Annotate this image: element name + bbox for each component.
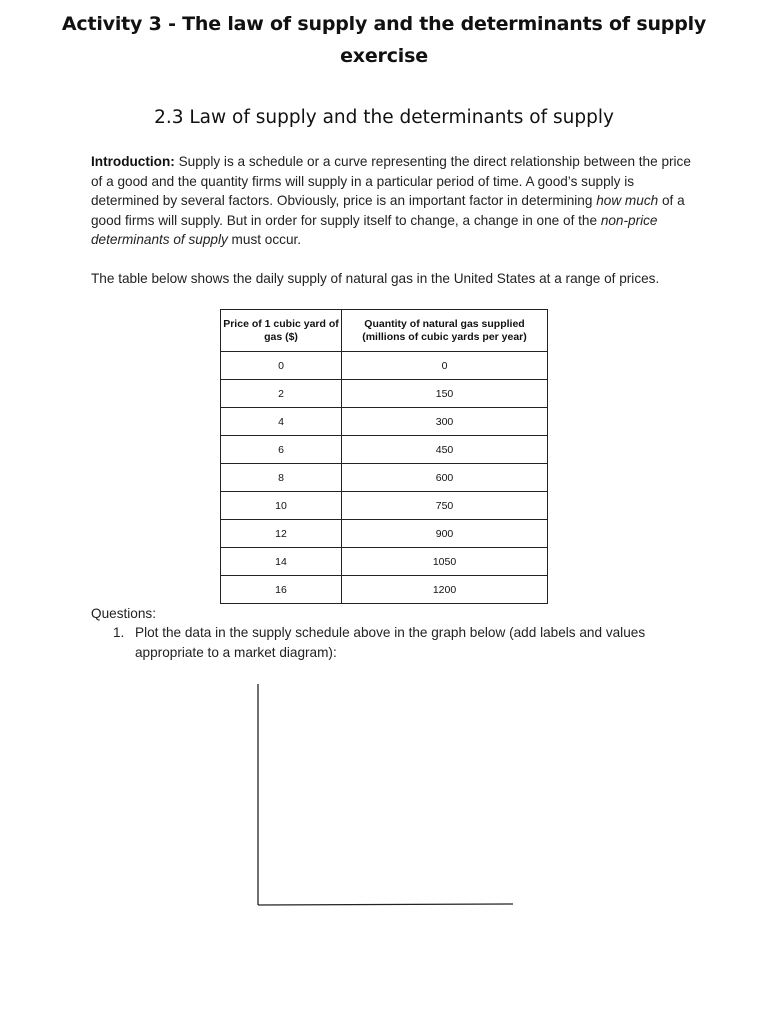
price-cell: 2 [221, 380, 342, 408]
intro-text-1: Supply is a schedule or a curve representing the direct relationship between the price of a good and the quantity firms will supply in a particular period of time. A good’s supply is determined by several factors. Obviously, price is an important factor in determining [91, 154, 691, 209]
blank-graph-axes [250, 680, 520, 912]
table-row [221, 436, 548, 464]
quantity-cell: 450 [342, 436, 548, 464]
intro-emphasis-how-much: how much [596, 193, 659, 209]
table-row [221, 520, 548, 548]
quantity-cell: 300 [342, 408, 548, 436]
quantity-cell: 900 [342, 520, 548, 548]
table-row [221, 352, 548, 380]
section-heading: 2.3 Law of supply and the determinants of supply [154, 107, 614, 128]
quantity-cell: 1050 [342, 548, 548, 576]
price-cell: 0 [221, 352, 342, 380]
table-row [221, 380, 548, 408]
price-cell: 16 [221, 576, 342, 604]
question-text: Plot the data in the supply schedule above in the graph below (add labels and values appropriate to a market diagram): [135, 625, 646, 660]
table-row [221, 408, 548, 436]
quantity-cell: 600 [342, 464, 548, 492]
price-cell: 10 [221, 492, 342, 520]
price-cell: 4 [221, 408, 342, 436]
quantity-column-header: Quantity of natural gas supplied (millions of cubic yards per year) [342, 310, 548, 352]
table-row [221, 464, 548, 492]
document-title: Activity 3 - The law of supply and the determinants of supply exercise [61, 13, 707, 67]
price-cell: 14 [221, 548, 342, 576]
introduction-paragraph [91, 152, 691, 250]
table-row [221, 548, 548, 576]
intro-emphasis-determinants: non-price determinants of supply [91, 212, 658, 248]
supply-schedule-table [220, 309, 548, 604]
table-lead-text: The table below shows the daily supply of natural gas in the United States at a range of prices. [91, 271, 660, 286]
quantity-cell: 750 [342, 492, 548, 520]
quantity-cell: 1200 [342, 576, 548, 604]
intro-text-3: must occur. [227, 232, 302, 248]
intro-text-2: of a good firms will supply. But in order for supply itself to change, a change in one of the [91, 193, 685, 228]
price-cell: 6 [221, 436, 342, 464]
questions-label: Questions: [91, 606, 156, 621]
table-header-row [221, 310, 548, 352]
quantity-cell: 0 [342, 352, 548, 380]
table-row [221, 576, 548, 604]
price-cell: 8 [221, 464, 342, 492]
quantity-cell: 150 [342, 380, 548, 408]
table-row [221, 492, 548, 520]
price-cell: 12 [221, 520, 342, 548]
x-axis-line [258, 904, 513, 905]
price-column-header: Price of 1 cubic yard of gas ($) [221, 310, 342, 352]
introduction-label: Introduction: [91, 154, 175, 169]
question-number: 1. [113, 625, 125, 640]
